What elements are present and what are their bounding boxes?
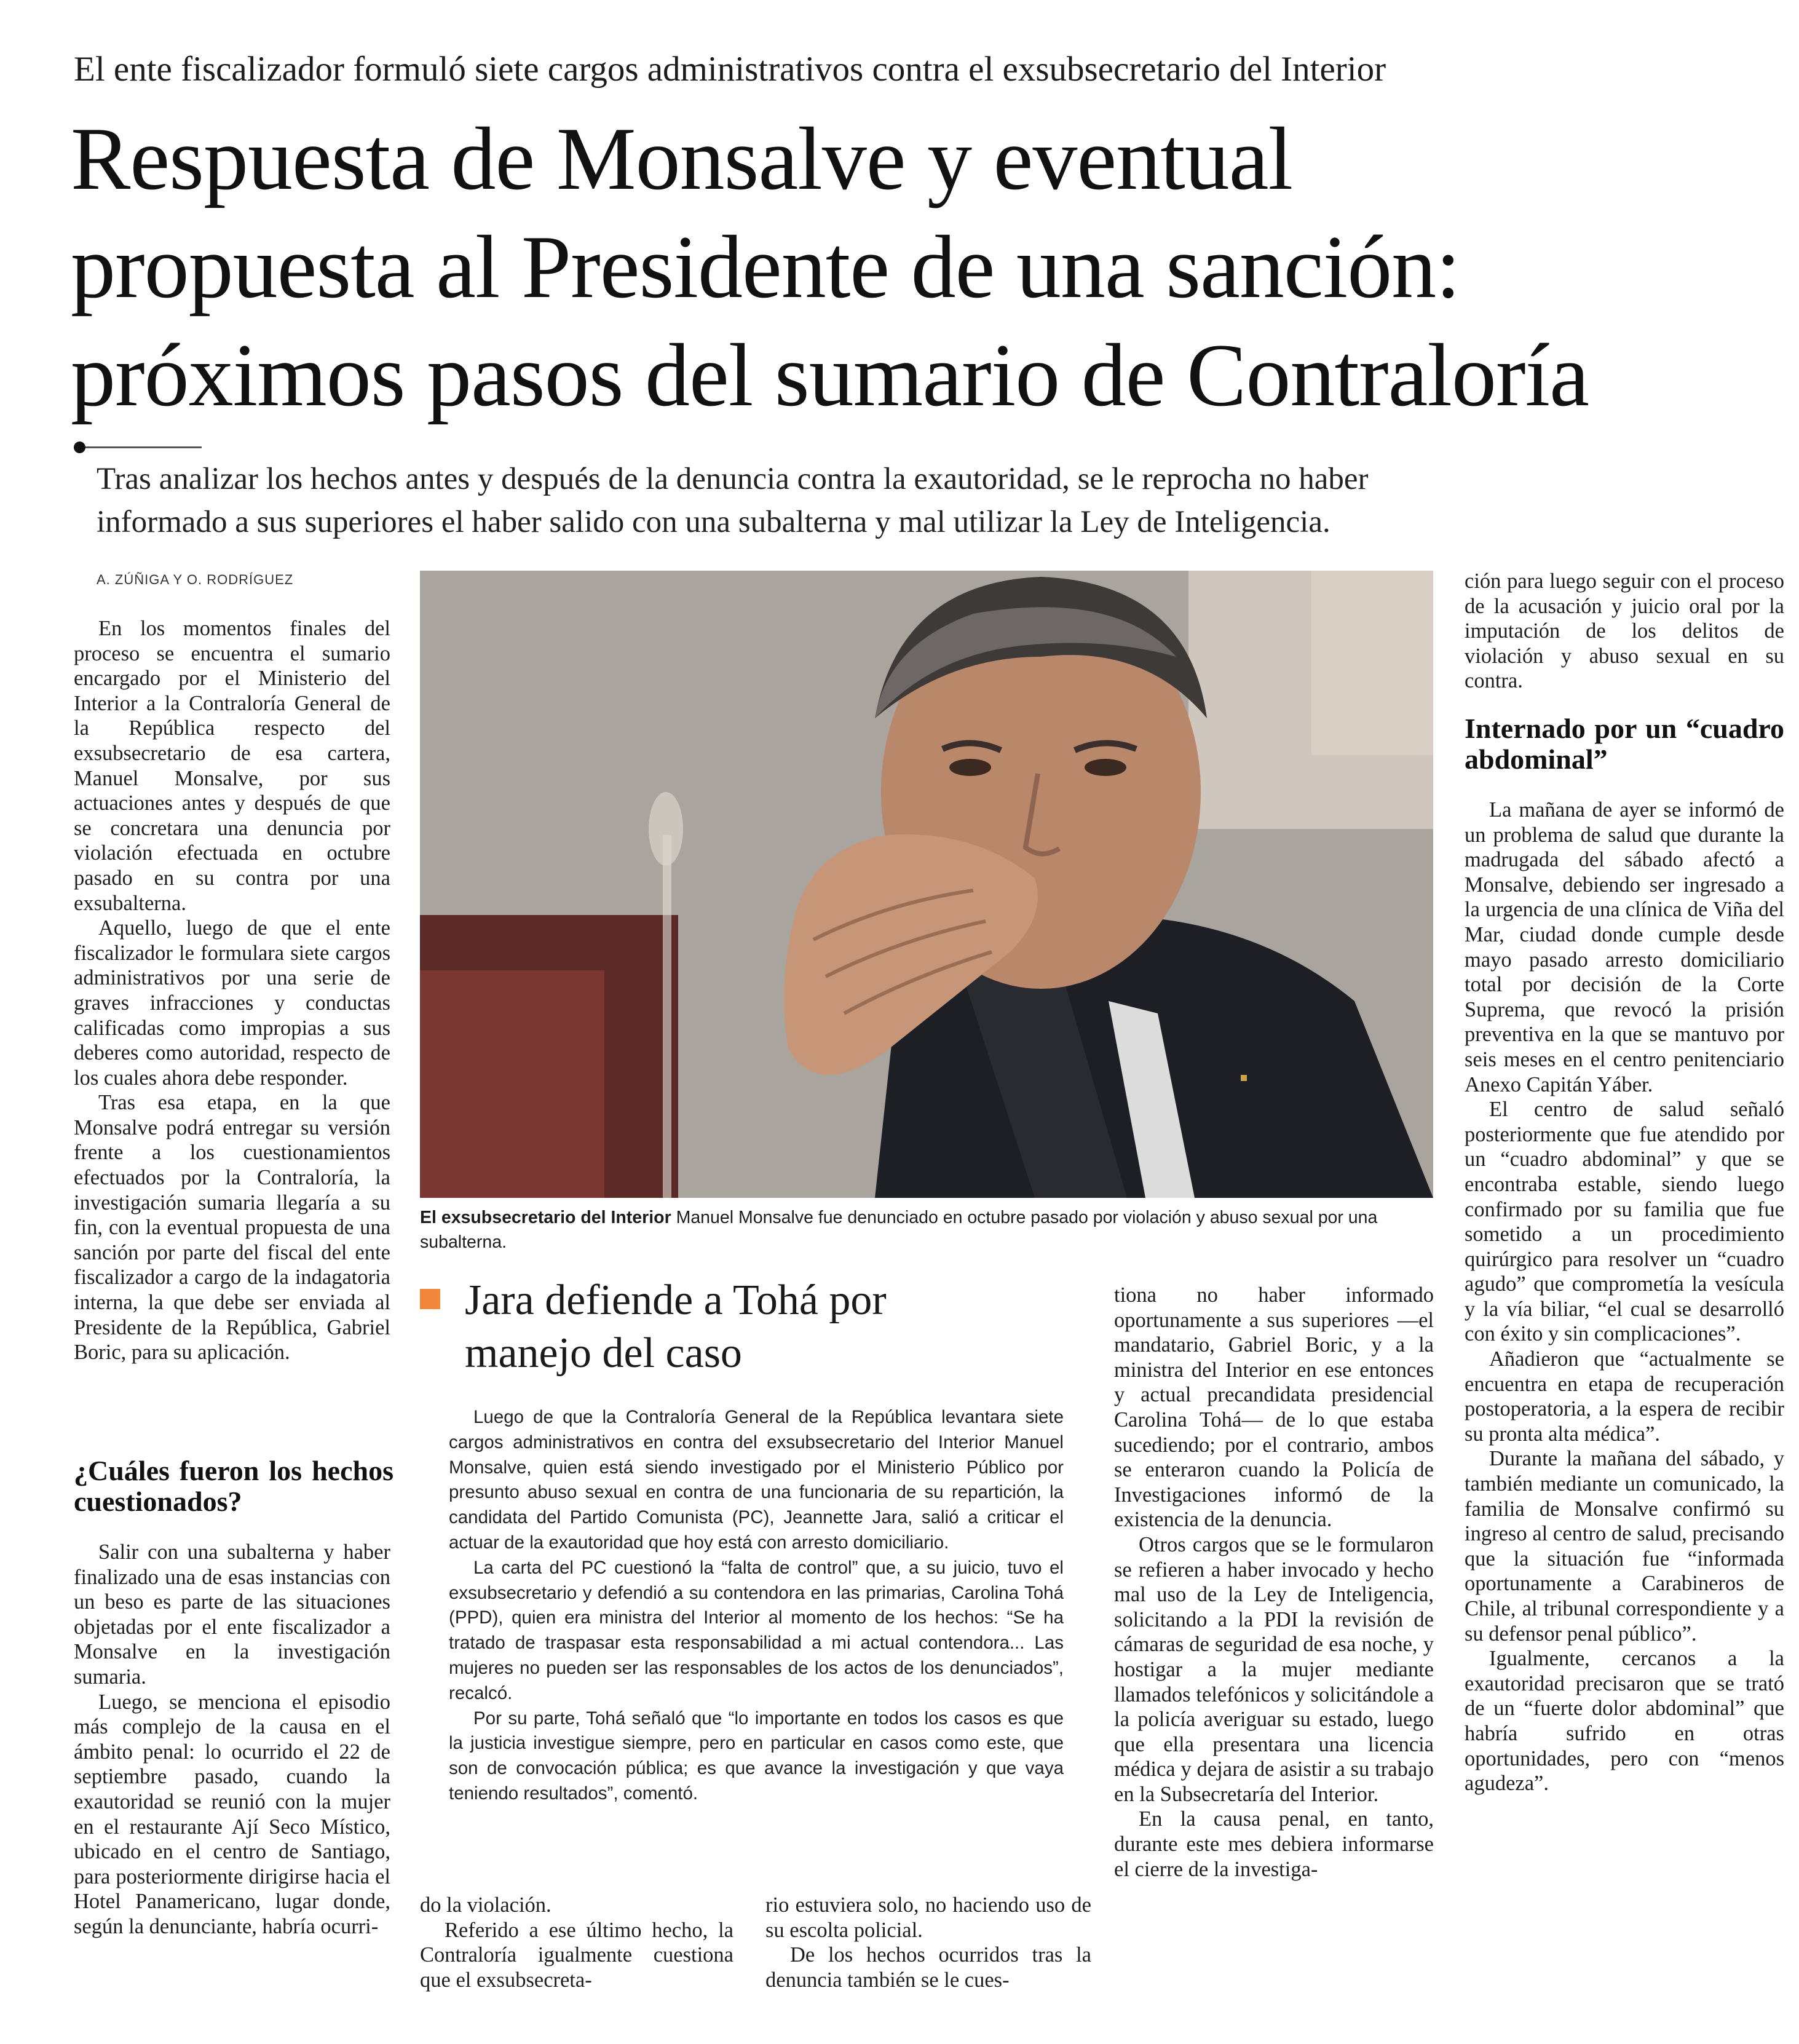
headline — [71, 105, 1780, 429]
paragraph: rio estuviera solo, no haciendo uso de su escolta policial. — [765, 1893, 1091, 1942]
paragraph: tiona no haber informado oportunamente a sus superiores —el mandatario, Gabriel Boric, y a la ministra del Interior en ese entonces y actual precandidata presidencial Carolina Tohá— de lo que estaba sucediendo; por el contrario, ambos se enteraron cuando la Policía de Investigaciones informó de la existencia de la denuncia. — [1114, 1283, 1434, 1532]
paragraph: Añadieron que “actualmente se encuentra en etapa de recuperación postoperatoria, a la espera de recibir su pronta alta médica”. — [1465, 1347, 1784, 1446]
paragraph: Referido a ese último hecho, la Contraloría igualmente cuestiona que el exsubsecreta- — [420, 1918, 733, 1992]
paragraph: Tras esa etapa, en la que Monsalve podrá entregar su versión frente a los cuestionamientos efectuados por la Contraloría, la investigación sumaria llegaría a su fin, con la eventual propuesta de una sanción por parte del fiscal del ente fiscalizador a cargo de la indagatoria interna, la que debe ser enviada al Presidente de la República, Gabriel Boric, para su aplicación. — [74, 1091, 390, 1365]
divider — [79, 446, 202, 448]
left-column-continued — [74, 1540, 390, 1939]
headline-line: próximos pasos del sumario de Contraloría — [71, 325, 1589, 425]
paragraph: do la violación. — [420, 1893, 552, 1917]
lede — [97, 458, 1757, 544]
right-subhead-block — [1465, 713, 1784, 775]
paragraph: ción para luego seguir con el proceso de la acusación y juicio oral por la imputación de los delitos de violación y abuso sexual en su contra. — [1465, 569, 1784, 693]
sidebar-body — [449, 1405, 1064, 1807]
portrait-illustration — [420, 571, 1433, 1198]
left-subhead-block — [74, 1456, 393, 1517]
bottom-column-1 — [420, 1893, 733, 1992]
paragraph: El centro de salud señaló posteriormente que fue atendido por un “cuadro abdominal” y que se encontraba estable, siendo luego confirmado por su familia que fue sometido a un procedimiento quirúrgico para resolver un “cuadro agudo” que comprometía la vesícula y la vía biliar, “el cual se desarrolló con éxito y sin complicaciones”. — [1465, 1098, 1784, 1346]
headline-line: propuesta al Presidente de una sanción: — [71, 217, 1460, 317]
paragraph: Otros cargos que se le formularon se refieren a haber invocado y hecho mal uso de la Ley de Inteligencia, solicitando a la PDI la revisión de cámaras de seguridad de esa noche, y hostigar a la mujer mediante llamados telefónicos y solicitándole a la policía averiguar su estado, luego que ella presentara una licencia médica y dejara de asistir a su trabajo en la Subsecretaría del Interior. — [1114, 1532, 1434, 1806]
lede-line: Tras analizar los hechos antes y después de la denuncia contra la exautoridad, se le reprocha no haber — [97, 462, 1369, 496]
headline-line: Respuesta de Monsalve y eventual — [71, 109, 1293, 208]
sidebar-title-line: manejo del caso — [465, 1329, 742, 1377]
paragraph: En los momentos finales del proceso se encuentra el sumario encargado por el Ministerio del Interior a la Contraloría General de la República respecto del exsubsecretario de esa cartera, Manuel Monsalve, por sus actuaciones antes y después de que se concretara una denuncia por violación efectuada en octubre pasado en su contra por una exsubalterna. — [74, 617, 390, 915]
middle-column — [1114, 1283, 1434, 1882]
paragraph: Igualmente, cercanos a la exautoridad precisaron que se trató de un “fuerte dolor abdominal” que habría sufrido en otras oportunidades, pero con “menos agudeza”. — [1465, 1647, 1784, 1796]
paragraph: Luego, se menciona el episodio más complejo de la causa en el ámbito penal: lo ocurrido el 22 de septiembre pasado, cuando la exautoridad se reunió con la mujer en el restaurante Ají Seco Místico, ubicado en el centro de Santiago, para posteriormente dirigirse hacia el Hotel Panamericano, lugar donde, según la denunciante, habría ocurri- — [74, 1690, 390, 1938]
right-column — [1465, 569, 1784, 694]
caption-text: Manuel Monsalve fue denunciado en octubre pasado por violación y abuso sexual por una subalterna. — [420, 1208, 1378, 1252]
paragraph: Salir con una subalterna y haber finalizado una de esas instancias con un beso es parte de las situaciones objetadas por el ente fiscalizador a Monsalve en la investigación sumaria. — [74, 1540, 390, 1689]
subhead: Internado por un “cuadro abdominal” — [1465, 713, 1784, 775]
paragraph: Durante la mañana del sábado, y también mediante un comunicado, la familia de Monsalve confirmó su ingreso al centro de salud, precisando que la situación fue “informada oportunamente a Carabineros de Chile, al tribunal correspondiente y a su defensor penal público”. — [1465, 1447, 1784, 1646]
subhead: ¿Cuáles fueron los hechos cuestionados? — [74, 1455, 393, 1517]
article-photo — [420, 571, 1433, 1198]
bullet-dot — [74, 442, 85, 453]
paragraph: Aquello, luego de que el ente fiscalizador le formulara siete cargos administrativos por una serie de graves infracciones y conductas calificadas como impropias a sus deberes como autoridad, respecto de los cuales ahora debe responder. — [74, 916, 390, 1090]
sidebar-accent-square — [420, 1289, 440, 1309]
photo-caption — [420, 1205, 1433, 1254]
paragraph: Luego de que la Contraloría General de la República levantara siete cargos administrativos en contra del exsubsecretario del Interior Manuel Monsalve, quien está siendo investigado por el Ministerio Público por presunto abuso sexual en contra de una funcionaria de su repartición, la candidata del Partido Comunista (PC), Jeannette Jara, salió a criticar el actuar de la exautoridad que hoy está con arresto domiciliario. — [449, 1407, 1064, 1553]
right-column-continued — [1465, 798, 1784, 1796]
caption-lead: El exsubsecretario del Interior — [420, 1208, 671, 1227]
sidebar-title-line: Jara defiende a Tohá por — [465, 1277, 887, 1324]
kicker: El ente fiscalizador formuló siete cargos administrativos contra el exsubsecretario del Interior — [74, 50, 1386, 89]
sidebar-title — [465, 1274, 1080, 1380]
paragraph: Por su parte, Tohá señaló que “lo importante en todos los casos es que la justicia investigue siempre, pero en particular en casos como este, que son de convocación pública; es que avance la investigación y que vaya teniendo resultados”, comentó. — [449, 1708, 1064, 1804]
paragraph: En la causa penal, en tanto, durante este mes debiera informarse el cierre de la investiga- — [1114, 1807, 1434, 1881]
lede-line: informado a sus superiores el haber salido con una subalterna y mal utilizar la Ley de Inteligencia. — [97, 505, 1330, 539]
paragraph: La mañana de ayer se informó de un problema de salud que durante la madrugada del sábado afectó a Monsalve, debiendo ser ingresado a la urgencia de una clínica de Viña del Mar, ciudad donde cumple desde mayo pasado arresto domiciliario total por decisión de la Corte Suprema, que revocó la prisión preventiva en la que se mantuvo por seis meses en el centro penitenciario Anexo Capitán Yáber. — [1465, 798, 1784, 1096]
paragraph: De los hechos ocurridos tras la denuncia también se le cues- — [765, 1943, 1091, 1992]
byline: A. ZÚÑIGA Y O. RODRÍGUEZ — [97, 572, 294, 587]
bottom-column-2 — [765, 1893, 1091, 1992]
paragraph: La carta del PC cuestionó la “falta de control” que, a su juicio, tuvo el exsubsecretario y defendió a su contendora en las primarias, Carolina Tohá (PPD), quien era ministra del Interior al momento de los hechos: “Se ha tratado de traspasar esta responsabilidad a mi actual contendora... Las mujeres no pueden ser las responsables de los actos de los denunciados”, recalcó. — [449, 1557, 1064, 1703]
left-column — [74, 616, 390, 1365]
